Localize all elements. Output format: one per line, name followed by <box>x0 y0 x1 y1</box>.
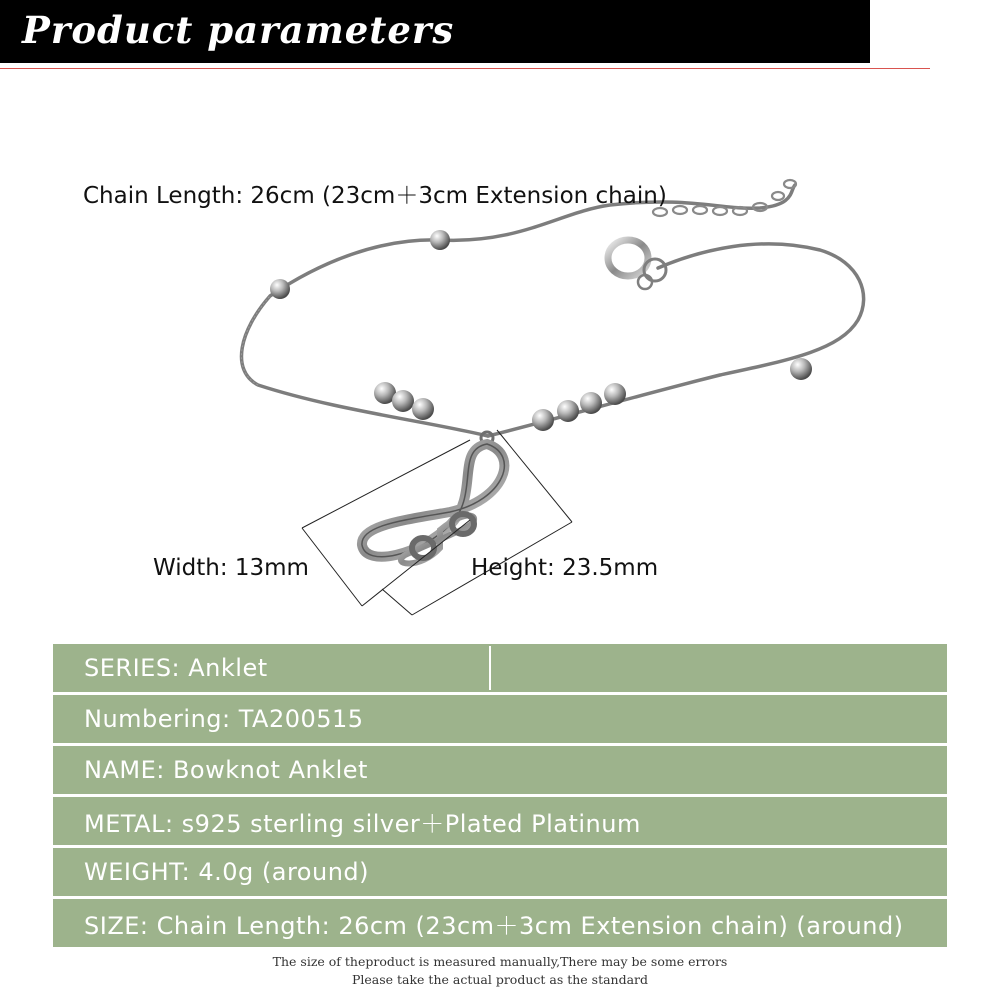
lobster-clasp <box>608 240 666 289</box>
param-row-weight <box>53 848 947 896</box>
param-row-series <box>53 644 947 692</box>
footnote-line-2: Please take the actual product as the standard <box>351 972 649 987</box>
chain <box>241 185 863 436</box>
dimension-lines <box>302 430 572 615</box>
bowknot-pendant <box>362 432 504 564</box>
metal-value: METAL: s925 sterling silver＋Plated Platinum <box>84 809 641 838</box>
page-title: Product parameters <box>22 8 455 52</box>
param-row-metal <box>53 797 947 845</box>
height-label: Height: 23.5mm <box>471 555 659 581</box>
series-value: SERIES: Anklet <box>84 654 268 682</box>
extension-chain <box>653 180 796 216</box>
numbering-value: Numbering: TA200515 <box>84 705 364 733</box>
size-value: SIZE: Chain Length: 26cm (23cm＋3cm Extension chain) (around) <box>84 911 904 940</box>
param-row-numbering <box>53 695 947 743</box>
param-row-name <box>53 746 947 794</box>
beads <box>270 230 812 431</box>
row-divider <box>489 646 491 690</box>
chain-length-label: Chain Length: 26cm (23cm＋3cm Extension chain) <box>83 183 667 209</box>
footnote-line-1: The size of theproduct is measured manually,There may be some errors <box>272 954 728 969</box>
param-row-size <box>53 899 947 947</box>
parameter-table <box>53 644 947 950</box>
width-label: Width: 13mm <box>153 555 309 581</box>
weight-value: WEIGHT: 4.0g (around) <box>84 858 369 886</box>
name-value: NAME: Bowknot Anklet <box>84 756 368 784</box>
